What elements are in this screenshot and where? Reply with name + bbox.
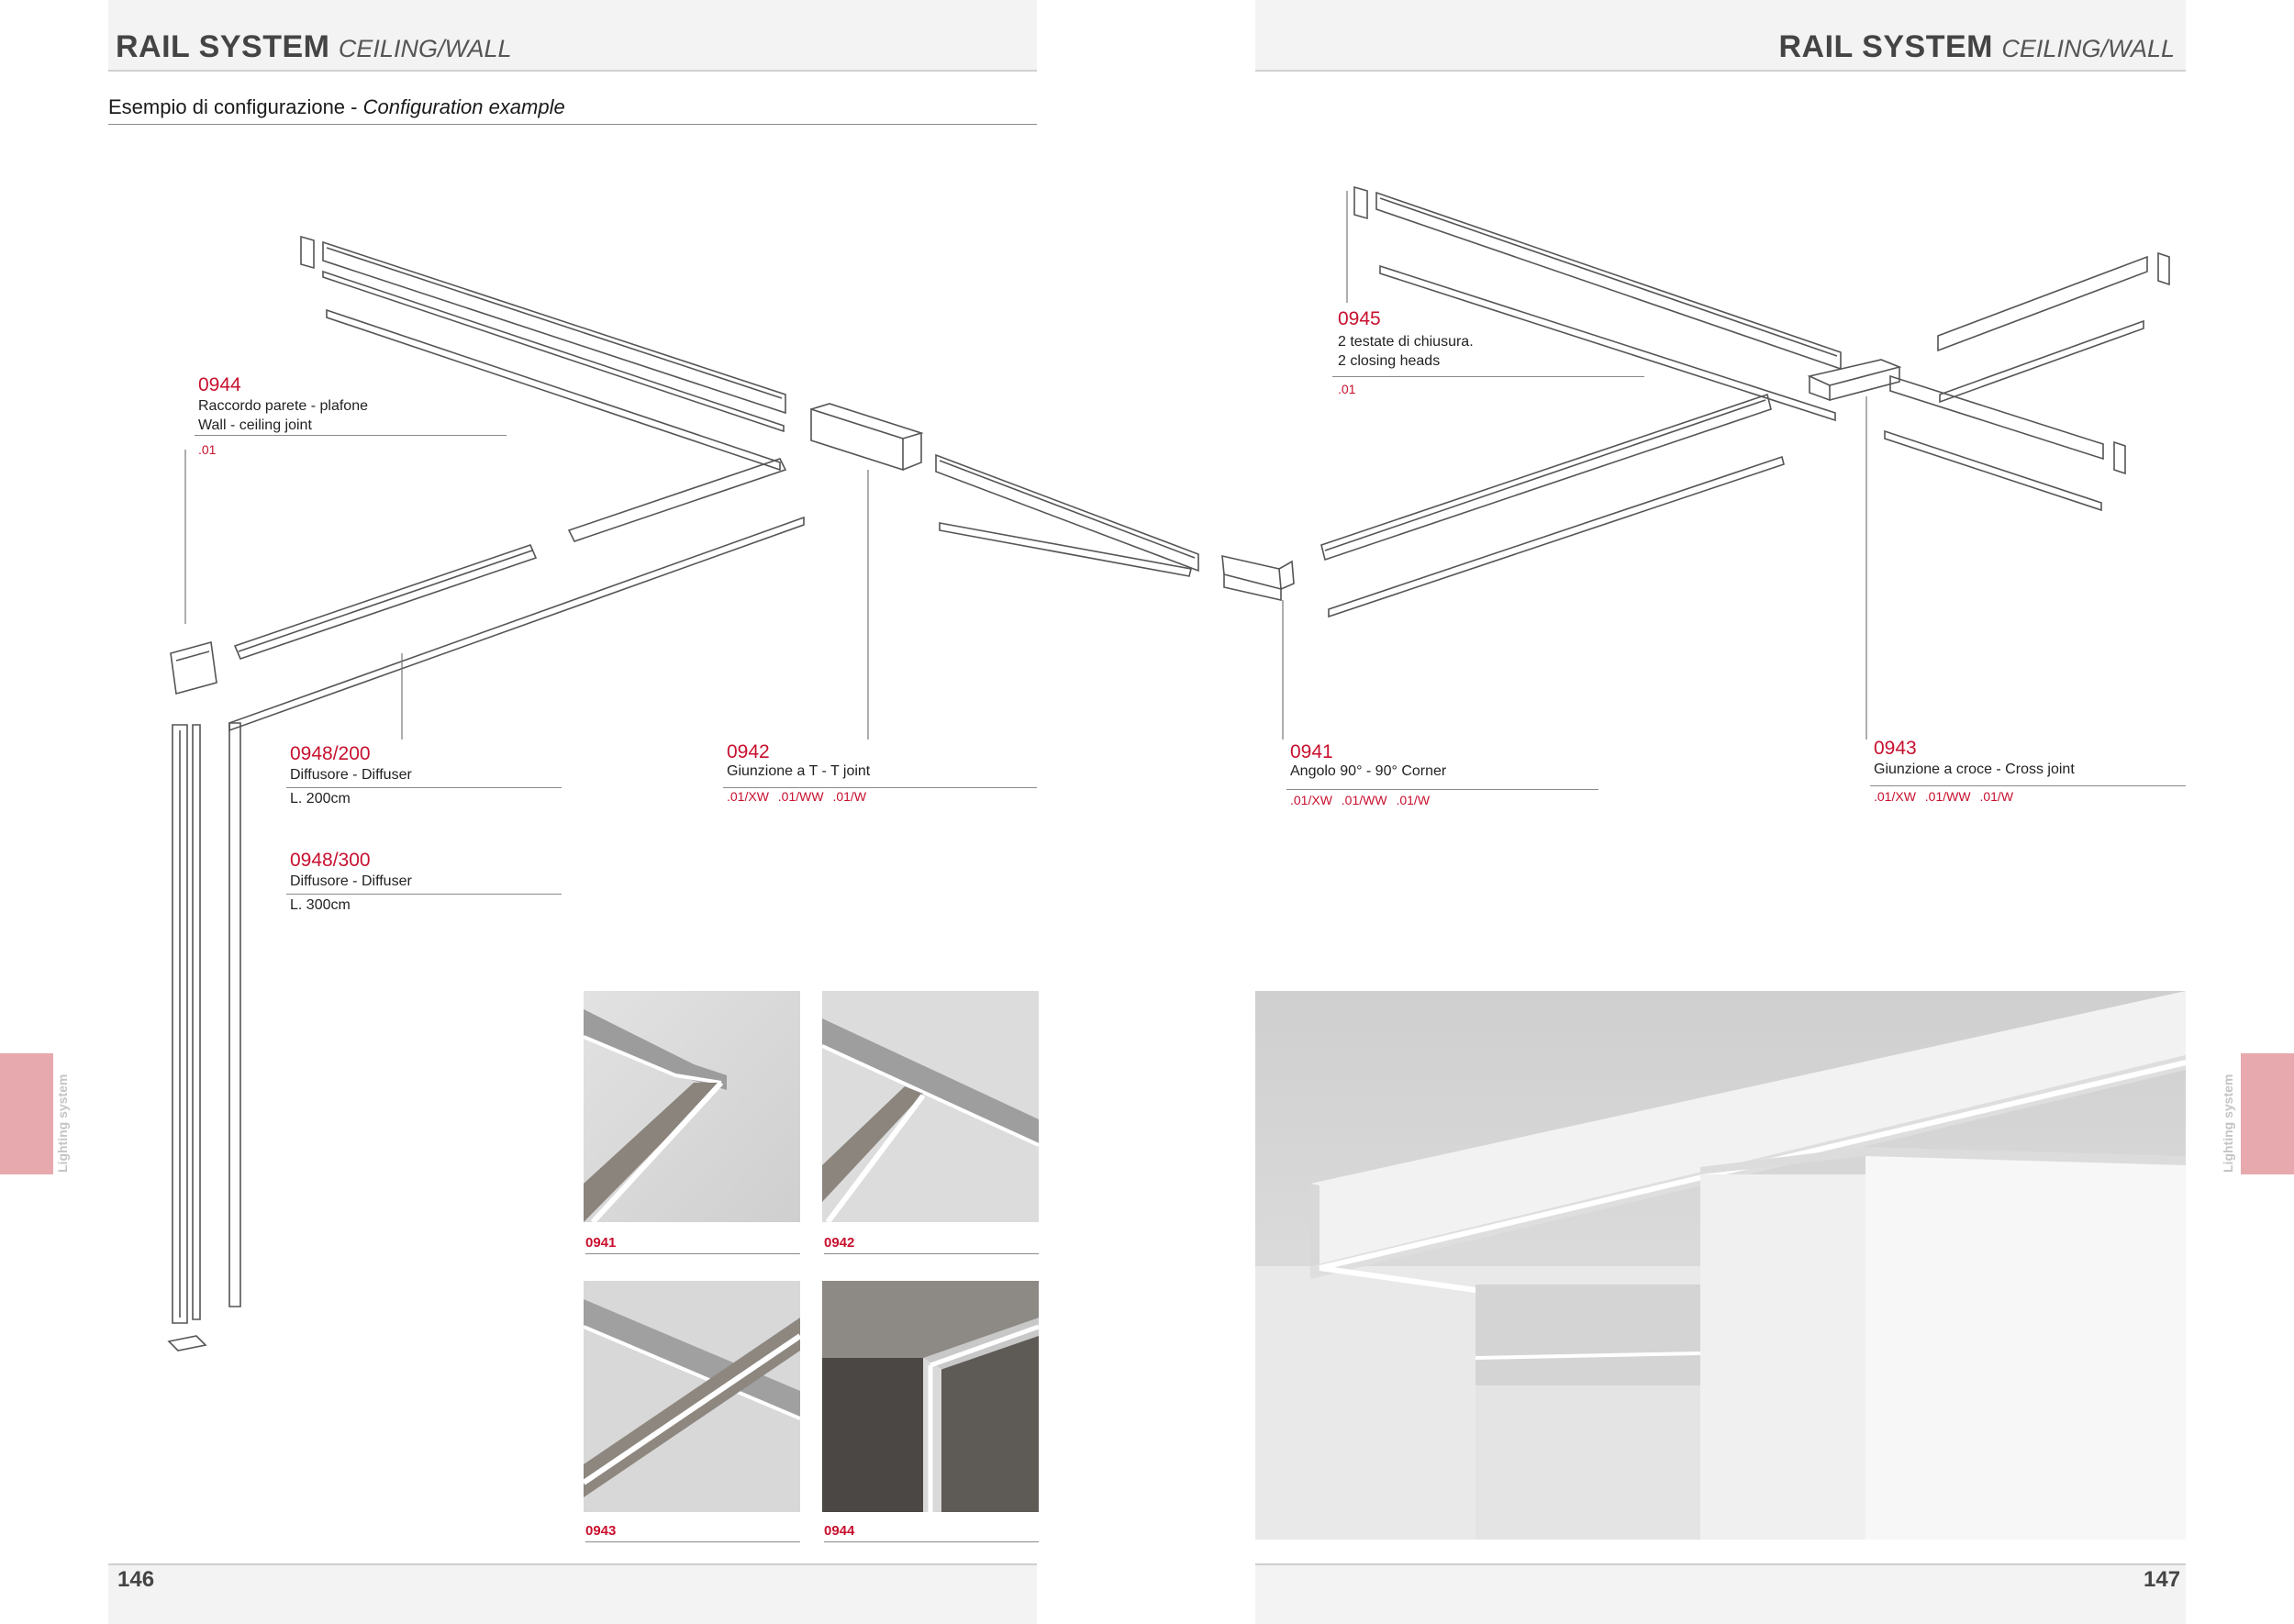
callout-0942-variants: .01/XW .01/WW .01/W bbox=[727, 789, 867, 804]
callout-0944-line1: Raccordo parete - plafone bbox=[198, 398, 368, 414]
rail-top-left bbox=[323, 242, 785, 431]
callout-0942-desc: Giunzione a T - T joint bbox=[727, 763, 871, 779]
right-page-number: 147 bbox=[2144, 1567, 2181, 1592]
photo-0943 bbox=[584, 1281, 800, 1512]
diffuser-top-left bbox=[327, 310, 780, 470]
callout-0948-200-code: 0948/200 bbox=[290, 743, 371, 764]
right-side-label: Lighting system bbox=[2221, 1073, 2235, 1173]
photo-0941 bbox=[584, 991, 800, 1222]
callout-0948-300-rule bbox=[286, 894, 562, 895]
rail-mid-right bbox=[936, 455, 1198, 576]
rail-mid-left bbox=[229, 459, 804, 730]
callout-0941-rule bbox=[1286, 789, 1598, 790]
section-title-it: Esempio di configurazione - bbox=[108, 95, 363, 118]
wall-joint-0944 bbox=[171, 642, 217, 694]
left-title-bold: RAIL SYSTEM bbox=[116, 29, 330, 64]
callout-0948-300-desc: Diffusore - Diffuser bbox=[290, 873, 412, 889]
rail-top-right bbox=[1376, 193, 1841, 420]
right-title-bold: RAIL SYSTEM bbox=[1778, 29, 1993, 64]
callout-0943-variants: .01/XW .01/WW .01/W bbox=[1874, 789, 2014, 804]
left-page-number: 146 bbox=[117, 1567, 155, 1592]
photo-0942 bbox=[822, 991, 1039, 1222]
callout-0948-200-desc: Diffusore - Diffuser bbox=[290, 767, 412, 783]
callout-0942-code: 0942 bbox=[727, 741, 770, 762]
photo-0941-caption: 0941 bbox=[585, 1235, 800, 1254]
callout-0948-200-length: L. 200cm bbox=[290, 791, 351, 806]
left-footer-band bbox=[108, 1563, 1037, 1624]
photo-0942-caption: 0942 bbox=[824, 1235, 1039, 1254]
callout-0941-desc: Angolo 90° - 90° Corner bbox=[1290, 763, 1447, 779]
rail-far-right-up bbox=[1938, 257, 2147, 402]
callout-0945-variants: .01 bbox=[1338, 382, 1356, 396]
end-cap-0945 bbox=[1354, 187, 1367, 218]
callout-0948-200-rule bbox=[286, 787, 562, 788]
end-cap-far-right-down bbox=[2114, 442, 2125, 473]
end-cap-far-right-up bbox=[2158, 253, 2169, 284]
vertical-wall-rail bbox=[173, 723, 240, 1323]
callout-0944-desc bbox=[198, 396, 368, 435]
callout-0948-300-code: 0948/300 bbox=[290, 850, 371, 871]
callout-0945-line1: 2 testate di chiusura. bbox=[1338, 334, 1474, 350]
photo-0944-caption: 0944 bbox=[824, 1523, 1039, 1542]
callout-0944-line2: Wall - ceiling joint bbox=[198, 417, 312, 433]
cross-joint-0943 bbox=[1810, 360, 1899, 400]
left-side-tab bbox=[0, 1053, 53, 1174]
right-title-italic: CEILING/WALL bbox=[2001, 35, 2175, 62]
callout-0943-rule bbox=[1870, 785, 2186, 786]
callout-0942-rule bbox=[723, 787, 1037, 788]
callout-0945-desc bbox=[1338, 332, 1474, 371]
right-side-tab bbox=[2241, 1053, 2294, 1174]
callout-0943-code: 0943 bbox=[1874, 738, 1917, 759]
callout-0944-code: 0944 bbox=[198, 374, 241, 395]
photo-0944 bbox=[822, 1281, 1039, 1512]
rail-corner-right bbox=[1321, 395, 1784, 617]
callout-0941-code: 0941 bbox=[1290, 741, 1333, 762]
wall-end-cap bbox=[301, 237, 314, 268]
callout-0941-variants: .01/XW .01/WW .01/W bbox=[1290, 793, 1431, 807]
right-footer-band bbox=[1255, 1563, 2186, 1624]
section-title-en: Configuration example bbox=[362, 95, 565, 118]
installation-photo bbox=[1255, 991, 2186, 1540]
callout-0945-rule bbox=[1332, 376, 1644, 377]
left-title-italic: CEILING/WALL bbox=[338, 35, 512, 62]
callout-0945-code: 0945 bbox=[1338, 308, 1381, 329]
t-joint-0942 bbox=[811, 404, 921, 470]
left-side-label: Lighting system bbox=[55, 1073, 70, 1173]
callout-0945-line2: 2 closing heads bbox=[1338, 353, 1441, 369]
corner-0941 bbox=[1222, 556, 1294, 600]
callout-0944-rule bbox=[195, 435, 507, 436]
floor-end-cap bbox=[169, 1336, 206, 1351]
rail-far-right-down bbox=[1885, 376, 2103, 510]
callout-0948-300-length: L. 300cm bbox=[290, 897, 351, 913]
photo-0943-caption: 0943 bbox=[585, 1523, 800, 1542]
callout-0943-desc: Giunzione a croce - Cross joint bbox=[1874, 762, 2075, 777]
callout-0944-variants: .01 bbox=[198, 442, 217, 457]
